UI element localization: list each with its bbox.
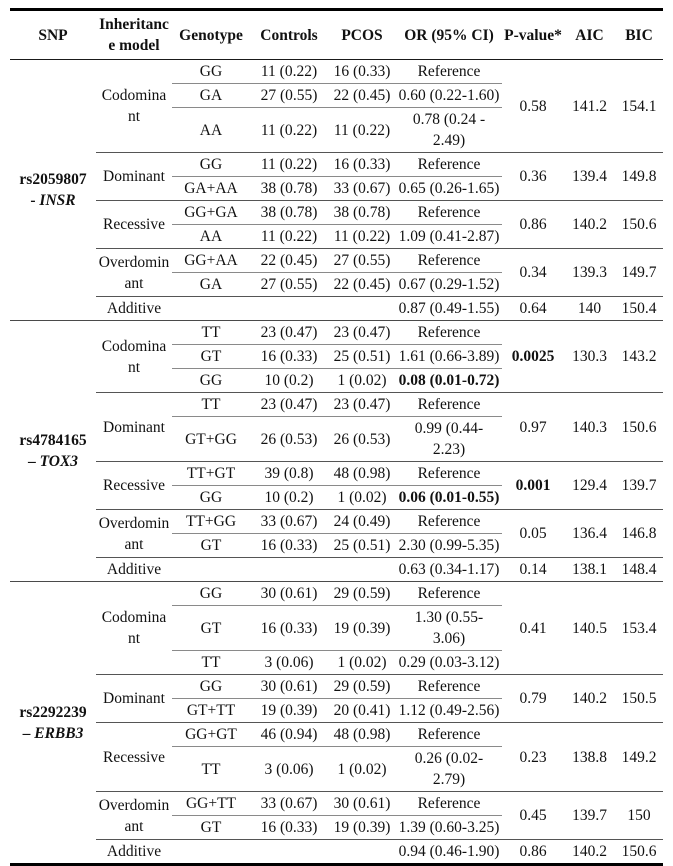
bic-cell: 139.7 xyxy=(615,462,663,510)
genotype-cell: GT+GG xyxy=(172,417,250,462)
controls-cell: 16 (0.33) xyxy=(250,816,328,840)
pcos-cell: 20 (0.41) xyxy=(328,699,396,723)
controls-cell: 11 (0.22) xyxy=(250,225,328,249)
pvalue-cell: 0.0025 xyxy=(502,321,564,393)
table-row xyxy=(10,558,663,582)
pvalue-cell: 0.86 xyxy=(502,201,564,249)
bic-cell: 150.5 xyxy=(615,675,663,723)
or-cell: 0.06 (0.01-0.55) xyxy=(396,486,502,510)
or-cell: 1.12 (0.49-2.56) xyxy=(396,699,502,723)
genotype-cell: GT xyxy=(172,816,250,840)
pvalue-cell: 0.001 xyxy=(502,462,564,510)
model-cell: Overdominant xyxy=(96,510,172,558)
pvalue-cell: 0.05 xyxy=(502,510,564,558)
snp-id: rs2292239 xyxy=(19,703,87,721)
controls-cell: 11 (0.22) xyxy=(250,108,328,153)
aic-cell: 136.4 xyxy=(564,510,615,558)
pcos-cell: 48 (0.98) xyxy=(328,723,396,747)
snp-gene: – ERBB3 xyxy=(22,724,84,742)
model-cell: Recessive xyxy=(96,201,172,249)
aic-cell: 141.2 xyxy=(564,60,615,153)
pcos-cell: 23 (0.47) xyxy=(328,393,396,417)
or-cell: 2.30 (0.99-5.35) xyxy=(396,534,502,558)
table-row xyxy=(10,510,663,534)
controls-cell: 27 (0.55) xyxy=(250,273,328,297)
or-cell: 0.78 (0.24 - 2.49) xyxy=(396,108,502,153)
table-row xyxy=(10,297,663,321)
table-row xyxy=(10,393,663,417)
or-cell: Reference xyxy=(396,675,502,699)
pcos-cell: 11 (0.22) xyxy=(328,225,396,249)
or-cell: Reference xyxy=(396,393,502,417)
pvalue-cell: 0.41 xyxy=(502,582,564,675)
or-cell: 0.99 (0.44- 2.23) xyxy=(396,417,502,462)
header-pvalue: P-value* xyxy=(502,10,564,60)
controls-cell: 23 (0.47) xyxy=(250,393,328,417)
pcos-cell: 11 (0.22) xyxy=(328,108,396,153)
controls-cell: 11 (0.22) xyxy=(250,153,328,177)
pcos-cell: 33 (0.67) xyxy=(328,177,396,201)
genotype-cell: AA xyxy=(172,108,250,153)
snp-id: rs4784165 xyxy=(19,432,87,449)
pcos-cell: 16 (0.33) xyxy=(328,153,396,177)
model-cell: Codominant xyxy=(96,321,172,393)
controls-cell: 22 (0.45) xyxy=(250,249,328,273)
aic-cell: 140.5 xyxy=(564,582,615,675)
model-cell: Codominant xyxy=(96,60,172,153)
pcos-cell: 29 (0.59) xyxy=(328,675,396,699)
pcos-cell: 22 (0.45) xyxy=(328,84,396,108)
genotype-cell: TT xyxy=(172,747,250,792)
header-aic: AIC xyxy=(564,10,615,60)
pcos-cell: 26 (0.53) xyxy=(328,417,396,462)
aic-cell: 140.2 xyxy=(572,843,607,860)
controls-cell: 33 (0.67) xyxy=(250,792,328,816)
aic-cell: 140 xyxy=(564,297,615,321)
controls-cell: 26 (0.53) xyxy=(250,417,328,462)
header-bic: BIC xyxy=(615,10,663,60)
genotype-cell: GT xyxy=(172,345,250,369)
bic-cell: 149.7 xyxy=(615,249,663,297)
pvalue-cell: 0.36 xyxy=(502,153,564,201)
bic-cell: 154.1 xyxy=(615,60,663,153)
controls-cell: 27 (0.55) xyxy=(250,84,328,108)
genotype-cell: GG+GT xyxy=(172,723,250,747)
pvalue-cell: 0.45 xyxy=(502,792,564,840)
controls-cell: 16 (0.33) xyxy=(250,345,328,369)
or-cell: Reference xyxy=(396,462,502,486)
controls-cell: 38 (0.78) xyxy=(250,201,328,225)
or-cell: Reference xyxy=(396,723,502,747)
genotype-cell: GA+AA xyxy=(172,177,250,201)
model-cell: Additive xyxy=(96,558,172,582)
model-cell: Dominant xyxy=(96,393,172,462)
table-row xyxy=(10,321,663,345)
controls-cell: 16 (0.33) xyxy=(250,606,328,651)
table-row xyxy=(10,840,663,865)
or-cell: 1.30 (0.55- 3.06) xyxy=(396,606,502,651)
or-cell: Reference xyxy=(396,249,502,273)
or-cell: 0.94 (0.46-1.90) xyxy=(398,843,500,860)
genotype-cell: GG+TT xyxy=(172,792,250,816)
pcos-cell: 16 (0.33) xyxy=(328,60,396,84)
genotype-cell: TT xyxy=(172,651,250,675)
snp-association-table xyxy=(10,8,663,866)
or-cell: 0.65 (0.26-1.65) xyxy=(396,177,502,201)
controls-cell: 46 (0.94) xyxy=(250,723,328,747)
bic-cell: 150.4 xyxy=(615,297,663,321)
pvalue-cell: 0.34 xyxy=(502,249,564,297)
pvalue-cell: 0.58 xyxy=(502,60,564,153)
empty-cell xyxy=(172,297,396,321)
model-cell: Overdominant xyxy=(96,249,172,297)
snp-cell xyxy=(10,321,96,582)
genotype-cell: GT xyxy=(172,534,250,558)
table-row xyxy=(10,723,663,747)
or-cell: 0.60 (0.22-1.60) xyxy=(396,84,502,108)
pvalue-cell: 0.23 xyxy=(502,723,564,792)
table-row xyxy=(10,675,663,699)
pcos-cell: 38 (0.78) xyxy=(328,201,396,225)
aic-cell: 138.8 xyxy=(564,723,615,792)
pcos-cell: 1 (0.02) xyxy=(328,369,396,393)
table-row xyxy=(10,153,663,177)
bic-cell: 146.8 xyxy=(615,510,663,558)
pcos-cell: 25 (0.51) xyxy=(328,534,396,558)
controls-cell: 10 (0.2) xyxy=(250,369,328,393)
or-cell: 1.09 (0.41-2.87) xyxy=(396,225,502,249)
header-controls: Controls xyxy=(250,10,328,60)
snp-gene: – TOX3 xyxy=(27,453,79,470)
or-cell: 0.63 (0.34-1.17) xyxy=(396,558,502,582)
table-row xyxy=(10,462,663,486)
table-row xyxy=(10,201,663,225)
snp-cell xyxy=(10,60,96,321)
pvalue-cell: 0.79 xyxy=(502,675,564,723)
pcos-cell: 1 (0.02) xyxy=(328,651,396,675)
pcos-cell: 30 (0.61) xyxy=(328,792,396,816)
pcos-cell: 48 (0.98) xyxy=(328,462,396,486)
or-cell: Reference xyxy=(396,582,502,606)
genotype-cell: GG xyxy=(172,369,250,393)
model-cell: Recessive xyxy=(96,462,172,510)
controls-cell: 38 (0.78) xyxy=(250,177,328,201)
controls-cell: 3 (0.06) xyxy=(250,651,328,675)
pvalue-cell: 0.86 xyxy=(519,843,547,860)
bic-cell: 149.8 xyxy=(615,153,663,201)
bic-cell: 143.2 xyxy=(615,321,663,393)
genotype-cell: GT+TT xyxy=(172,699,250,723)
header-row xyxy=(10,10,663,60)
pcos-cell: 1 (0.02) xyxy=(328,747,396,792)
genotype-cell: GG xyxy=(172,675,250,699)
header-snp: SNP xyxy=(10,10,96,60)
bic-cell: 150.6 xyxy=(615,201,663,249)
controls-cell: 10 (0.2) xyxy=(250,486,328,510)
bic-cell: 148.4 xyxy=(615,558,663,582)
bic-cell: 150.6 xyxy=(621,843,657,860)
empty-cell xyxy=(172,840,396,865)
genotype-cell: GA xyxy=(172,84,250,108)
snp-id: rs2059807 xyxy=(19,171,87,188)
or-cell: Reference xyxy=(396,60,502,84)
model-cell: Codominant xyxy=(96,582,172,675)
table-row xyxy=(10,60,663,84)
or-cell: 1.39 (0.60-3.25) xyxy=(396,816,502,840)
or-cell: 0.29 (0.03-3.12) xyxy=(396,651,502,675)
controls-cell: 30 (0.61) xyxy=(250,582,328,606)
aic-cell: 130.3 xyxy=(564,321,615,393)
genotype-cell: GT xyxy=(172,606,250,651)
model-cell: Additive xyxy=(106,843,162,860)
or-cell: 0.26 (0.02- 2.79) xyxy=(396,747,502,792)
controls-cell: 23 (0.47) xyxy=(250,321,328,345)
aic-cell: 140.2 xyxy=(564,675,615,723)
controls-cell: 33 (0.67) xyxy=(250,510,328,534)
model-cell: Dominant xyxy=(96,675,172,723)
aic-cell: 140.3 xyxy=(564,393,615,462)
or-cell: Reference xyxy=(396,201,502,225)
controls-cell: 39 (0.8) xyxy=(250,462,328,486)
header-or-ci: OR (95% CI) xyxy=(396,10,502,60)
or-cell: Reference xyxy=(396,792,502,816)
snp-gene: - INSR xyxy=(30,192,76,209)
or-cell: Reference xyxy=(396,321,502,345)
controls-cell: 30 (0.61) xyxy=(250,675,328,699)
pcos-cell: 19 (0.39) xyxy=(328,606,396,651)
genotype-cell: GG xyxy=(172,60,250,84)
bic-cell: 150.6 xyxy=(615,393,663,462)
aic-cell: 139.7 xyxy=(564,792,615,840)
empty-cell xyxy=(172,558,396,582)
genotype-cell: AA xyxy=(172,225,250,249)
pvalue-cell: 0.64 xyxy=(502,297,564,321)
pcos-cell: 23 (0.47) xyxy=(328,321,396,345)
pcos-cell: 1 (0.02) xyxy=(328,486,396,510)
pcos-cell: 29 (0.59) xyxy=(328,582,396,606)
genotype-cell: GG+AA xyxy=(172,249,250,273)
bic-cell: 153.4 xyxy=(615,582,663,675)
or-cell: Reference xyxy=(396,153,502,177)
genotype-cell: GG+GA xyxy=(172,201,250,225)
genotype-cell: TT+GG xyxy=(172,510,250,534)
aic-cell: 129.4 xyxy=(564,462,615,510)
snp-cell xyxy=(10,582,96,865)
aic-cell: 138.1 xyxy=(564,558,615,582)
controls-cell: 19 (0.39) xyxy=(250,699,328,723)
or-cell: Reference xyxy=(396,510,502,534)
table-row xyxy=(10,792,663,816)
pcos-cell: 19 (0.39) xyxy=(328,816,396,840)
pcos-cell: 27 (0.55) xyxy=(328,249,396,273)
table-row xyxy=(10,582,663,606)
controls-cell: 16 (0.33) xyxy=(250,534,328,558)
genotype-cell: TT xyxy=(172,393,250,417)
model-cell: Overdominant xyxy=(96,792,172,840)
genotype-cell: GG xyxy=(172,582,250,606)
model-cell: Additive xyxy=(96,297,172,321)
genotype-cell: GG xyxy=(172,486,250,510)
genotype-cell: GA xyxy=(172,273,250,297)
header-pcos: PCOS xyxy=(328,10,396,60)
or-cell: 0.87 (0.49-1.55) xyxy=(396,297,502,321)
model-cell: Recessive xyxy=(96,723,172,792)
or-cell: 1.61 (0.66-3.89) xyxy=(396,345,502,369)
or-cell: 0.67 (0.29-1.52) xyxy=(396,273,502,297)
model-cell: Dominant xyxy=(96,153,172,201)
aic-cell: 139.3 xyxy=(564,249,615,297)
pvalue-cell: 0.97 xyxy=(502,393,564,462)
aic-cell: 140.2 xyxy=(564,201,615,249)
or-cell: 0.08 (0.01-0.72) xyxy=(396,369,502,393)
pcos-cell: 25 (0.51) xyxy=(328,345,396,369)
genotype-cell: TT+GT xyxy=(172,462,250,486)
controls-cell: 11 (0.22) xyxy=(250,60,328,84)
aic-cell: 139.4 xyxy=(564,153,615,201)
pvalue-cell: 0.14 xyxy=(502,558,564,582)
genotype-cell: TT xyxy=(172,321,250,345)
genotype-cell: GG xyxy=(172,153,250,177)
pcos-cell: 22 (0.45) xyxy=(328,273,396,297)
bic-cell: 149.2 xyxy=(615,723,663,792)
pcos-cell: 24 (0.49) xyxy=(328,510,396,534)
header-inheritance-model: Inheritance model xyxy=(96,10,172,60)
bic-cell: 150 xyxy=(615,792,663,840)
controls-cell: 3 (0.06) xyxy=(250,747,328,792)
header-genotype: Genotype xyxy=(172,10,250,60)
table-row xyxy=(10,249,663,273)
